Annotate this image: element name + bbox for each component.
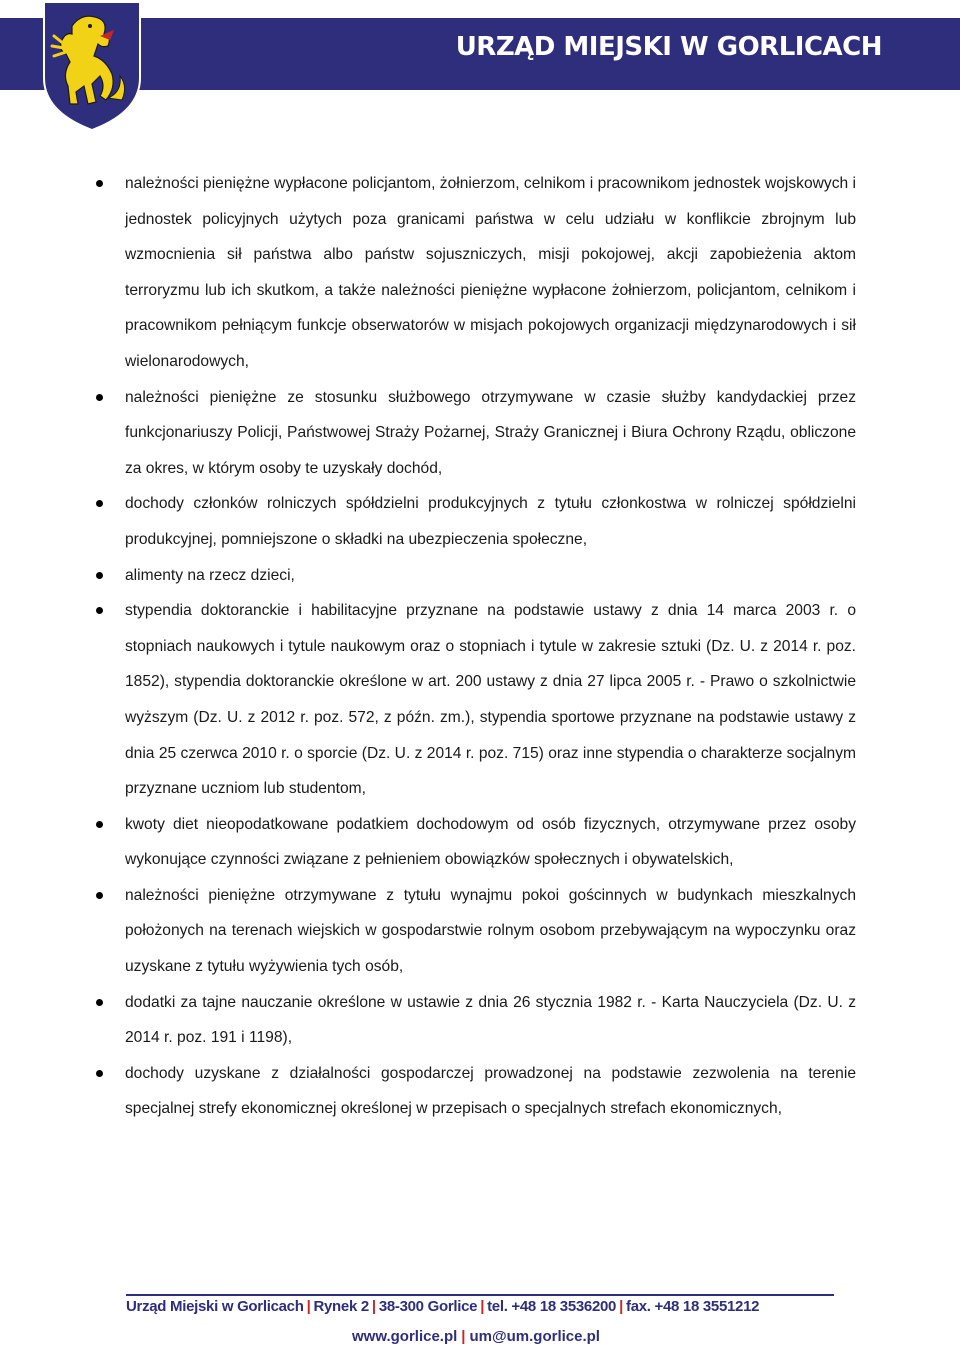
list-item [96,593,856,807]
footer-separator: | [461,1328,466,1345]
bullet-icon [96,821,103,828]
bullet-icon [96,1070,103,1077]
document-body [96,166,856,1127]
footer-fax: fax. +48 18 3551212 [626,1298,760,1315]
list-item [96,166,856,380]
organization-name: URZĄD MIEJSKI W GORLICACH [455,32,882,62]
list-item-text: dodatki za tajne nauczanie określone w ustawie z dnia 26 stycznia 1982 r. - Karta Nauczyciela (Dz. U. z 2014 r. poz. 191 i 1198), [125,993,856,1047]
page-footer [0,1284,960,1353]
footer-phone: tel. +48 18 3536200 [487,1298,617,1315]
bullet-icon [96,892,103,899]
bullet-icon [96,500,103,507]
bullet-icon [96,572,103,579]
footer-org-name: Urząd Miejski w Gorlicach [126,1298,304,1315]
footer-separator: | [480,1298,485,1315]
page-header [0,0,960,135]
list-item [96,558,856,594]
bullet-icon [96,607,103,614]
footer-address-line [126,1298,834,1315]
list-item [96,380,856,487]
list-item-text: stypendia doktoranckie i habilitacyjne przyznane na podstawie ustawy z dnia 14 marca 2003 r. o stopniach naukowych i tytule naukowym oraz o stopniach i tytule w zakresie sztuki (Dz. U. z 2014 r. poz. 1852), stypendia doktoranckie określone w art. 200 ustawy z dnia 27 lipca 2005 r. - Prawo o szkolnictwie wyższym (Dz. U. z 2012 r. poz. 572, z późn. zm.), stypendia sportowe przyznane na podstawie ustawy z dnia 25 czerwca 2010 r. o sporcie (Dz. U. z 2014 r. poz. 715) oraz inne stypendia o charakterze socjalnym przyznane uczniom lub studentom, [125,602,856,798]
coat-of-arms-icon [42,0,142,132]
footer-separator: | [371,1298,376,1315]
footer-street: Rynek 2 [313,1298,369,1315]
footer-divider [126,1294,834,1296]
footer-email-link[interactable]: um@um.gorlice.pl [469,1328,600,1345]
list-item-text: kwoty diet nieopodatkowane podatkiem dochodowym od osób fizycznych, otrzymywane przez osoby wykonujące czynności związane z pełnieniem obowiązków społecznych i obywatelskich, [125,815,856,869]
footer-contact-line [352,1328,600,1345]
bullet-icon [96,180,103,187]
footer-website-link[interactable]: www.gorlice.pl [352,1328,458,1345]
list-item [96,1056,856,1127]
list-item-text: dochody członków rolniczych spółdzielni produkcyjnych z tytułu członkostwa w rolniczej spółdzielni produkcyjnej, pomniejszone o składki na ubezpieczenia społeczne, [125,495,856,548]
list-item [96,486,856,557]
bullet-icon [96,394,103,401]
list-item-text: należności pieniężne ze stosunku służbowego otrzymywane w czasie służby kandydackiej przez funkcjonariuszy Policji, Państwowej Straży Pożarnej, Straży Granicznej i Biura Ochrony Rządu, obliczone za okres, w którym osoby te uzyskały dochód, [125,388,856,477]
footer-separator: | [619,1298,623,1315]
list-item [96,985,856,1056]
list-item-text: należności pieniężne otrzymywane z tytułu wynajmu pokoi gościnnych w budynkach mieszkalnych położonych na terenach wiejskich w gospodarstwie rolnym osobom przebywającym na wypoczynku oraz uzyskane z tytułu wyżywienia tych osób, [125,886,856,976]
income-items-list [96,166,856,1127]
list-item-text: dochody uzyskane z działalności gospodarczej prowadzonej na podstawie zezwolenia na terenie specjalnej strefy ekonomicznej określonej w przepisach o specjalnych strefach ekonomicznych, [125,1064,856,1118]
list-item [96,878,856,985]
list-item-text: alimenty na rzecz dzieci, [125,566,295,584]
list-item-text: należności pieniężne wypłacone policjantom, żołnierzom, celnikom i pracownikom jednostek wojskowych i jednostek policyjnych użytych poza granicami państwa w celu udziału w konflikcie zbrojnym lub wzmocnienia sił państwa albo państw sojuszniczych, misji pokojowej, akcji zapobieżenia aktom terroryzmu lub ich skutkom, a także należności pieniężne wypłacone żołnierzom, policjantom, celnikom i pracownikom pełniącym funkcje obserwatorów w misjach pokojowych organizacji międzynarodowych i sił wielonarodowych, [125,175,856,370]
bullet-icon [96,999,103,1006]
list-item [96,807,856,878]
footer-city: 38-300 Gorlice [378,1298,478,1315]
footer-separator: | [306,1298,311,1315]
